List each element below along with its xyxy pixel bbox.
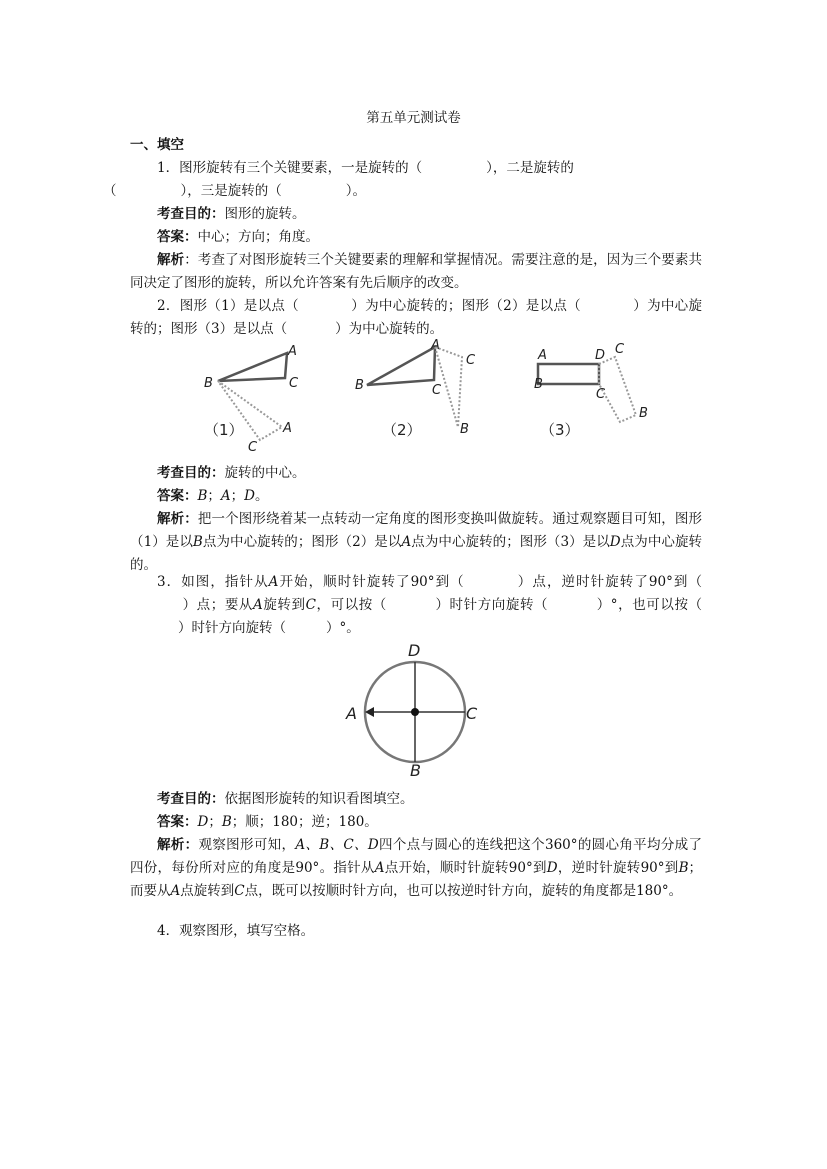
point-label-D: D [595,348,606,363]
q3-point: A [268,574,279,590]
q3-text: ）点；要从 [182,597,253,613]
separator: ； [207,488,221,504]
purpose-label: 考查目的： [157,206,225,222]
analysis-points: A、B、C、D [295,837,379,853]
separator: ； [230,488,245,504]
analysis-text: ：考查了对图形旋转三个关键要素的理解和掌握情况。需要注意的是，因为三个要素共同决定了图形的旋转，所以允许答案有先后顺序的改变。 [130,252,703,291]
purpose-label: 考查目的： [157,791,225,807]
answer-text: 中心；方向；角度。 [197,229,319,245]
analysis-text: 把一个图形绕着某一点转动一定角度的图形变换叫做旋转。通过观察题目可知，图形（1）是以 [130,511,703,550]
q2-purpose [130,462,702,485]
analysis-point: D [546,860,558,876]
answer-value: D [197,814,209,830]
point-label-C: C [289,376,299,391]
page-title: 第五单元测试卷 [366,110,461,126]
figure-3 [534,342,648,439]
q3-point: A [252,597,263,613]
q3-text: 开始，顺时针旋转了90°到（ [278,574,465,590]
q3-text: ）时针方向旋转（ [178,620,286,636]
q1-purpose [130,203,702,226]
analysis-text: 点开始，顺时针旋转90°到 [384,860,547,876]
answer-label: 答案： [157,488,198,504]
q2-answer [130,485,702,508]
triangle-original [218,353,287,381]
separator: 。 [255,488,269,504]
q1-text: ），三是旋转的（ [180,183,282,199]
q2-text: ）为中心旋转的；图形（3）是以点（ [130,298,702,337]
answer-value: D [244,488,255,504]
analysis-point: B [192,534,203,550]
analysis-label: 解析： [157,837,199,853]
analysis-text: ，逆时针旋转90°到 [557,860,679,876]
q3-text: ）°，也可以按（ [596,597,703,613]
figure-2 [355,338,476,439]
analysis-text: 四个点与圆心的连线把这个360°的圆心角平均分成了四份，每份所对应的角度是90°。指针从 [130,837,703,876]
purpose-label: 考查目的： [157,465,225,481]
point-label-B: B [204,376,213,391]
answer-value: A [220,488,231,504]
point-label-A-rotated: A [283,421,292,436]
analysis-text: 观察图形可知， [198,837,296,853]
answer-value: B [197,488,208,504]
q3-purpose [130,788,702,811]
q2-text: ）为中心旋转的。 [335,321,444,337]
point-label-A: A [288,344,297,359]
point-label-C: C [596,387,606,402]
q1-text: 1．图形旋转有三个关键要素，一是旋转的（ [157,160,423,176]
analysis-point: A [374,860,385,876]
analysis-text: 点为中心旋转的。 [130,534,703,573]
q3-point: C [305,597,316,613]
q2-analysis [130,508,702,577]
circle-pointer-figure [338,640,488,780]
question-3 [130,571,702,640]
analysis-point: B [678,860,689,876]
analysis-point: A [401,534,412,550]
q1-analysis [130,249,702,295]
separator: ； [208,814,222,830]
figure-1 [204,344,299,455]
q3-answer [130,811,702,834]
analysis-point: A [170,883,181,899]
answer-label: 答案： [157,229,198,245]
section-heading: 一、填空 [130,137,184,153]
circle-center [411,708,419,716]
q3-text: 旋转到 [262,597,306,613]
answer-label: 答案： [157,814,198,830]
point-label-B-rotated: B [460,422,469,437]
analysis-point: D [609,534,621,550]
triangle-original [367,347,435,385]
point-label-C-rotated: C [615,342,625,357]
point-label-C: C [466,704,478,723]
q1-text: （ [103,183,117,199]
analysis-text: 点为中心旋转的；图形（3）是以 [411,534,610,550]
q3-text: ，可以按（ [315,597,387,613]
point-label-C: C [432,383,442,398]
point-label-B: B [534,377,543,392]
point-label-A: A [538,348,547,363]
q2-text: ）为中心旋转的；图形（2）是以点（ [350,298,581,314]
analysis-text: 点旋转到 [180,883,235,899]
analysis-text: ；而要从 [130,860,702,899]
q3-text: ）点，逆时针旋转了90°到（ [516,574,702,590]
q1-answer [130,226,702,249]
point-label-C-rotated: C [466,353,476,368]
rectangle-original [538,364,599,384]
rotation-figures [190,335,670,460]
analysis-label: 解析： [157,511,198,527]
purpose-text: 图形的旋转。 [224,206,306,222]
q1-text: ）。 [345,183,366,199]
point-label-A: A [346,704,357,723]
question-4: 4．观察图形，填写空格。 [157,923,315,939]
point-label-C-rotated: C [248,440,258,455]
q1-text: ），二是旋转的 [486,160,574,176]
q3-analysis [130,834,702,903]
q2-text: 2．图形（1）是以点（ [157,298,299,314]
q3-text: 3．如图，指针从 [157,574,269,590]
point-label-A: A [431,338,440,353]
q3-text: ）时针方向旋转（ [434,597,549,613]
figure-label-2: （2） [382,421,422,439]
point-label-D: D [408,641,421,660]
analysis-text: 点为中心旋转的；图形（2）是以 [202,534,402,550]
analysis-text: 点，既可以按顺时针方向，也可以按逆时针方向，旋转的角度都是180°。 [244,883,683,899]
purpose-text: 旋转的中心。 [224,465,306,481]
question-1 [103,157,702,203]
point-label-B: B [410,761,421,780]
point-label-B-rotated: B [639,406,648,421]
purpose-text: 依据图形旋转的知识看图填空。 [224,791,414,807]
figure-label-1: （1） [204,421,244,439]
point-label-B: B [355,378,364,393]
q3-text: ）°。 [326,620,360,636]
analysis-label: 解析 [157,252,185,268]
figure-label-3: （3） [540,421,580,439]
answer-text: ；顺；180；逆；180。 [231,814,378,830]
analysis-point: C [234,883,245,899]
answer-value: B [221,814,232,830]
